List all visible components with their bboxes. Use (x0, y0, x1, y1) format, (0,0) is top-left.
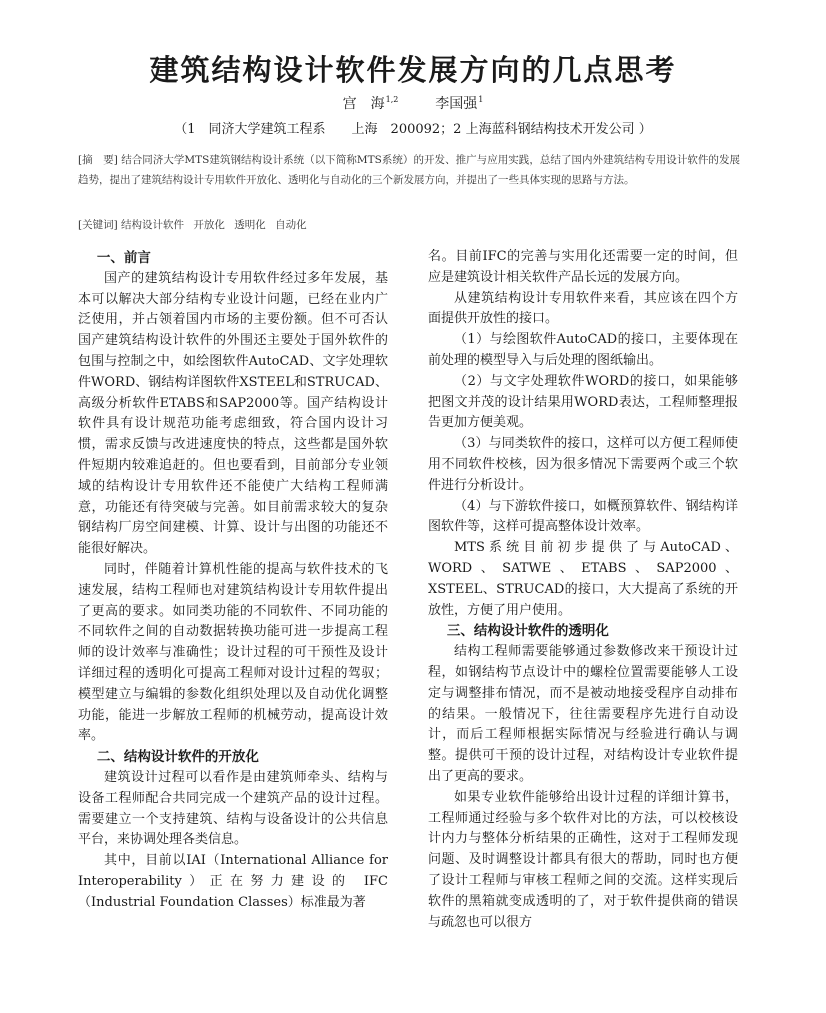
keyword: 透明化 (234, 219, 266, 231)
body-paragraph: 其中，目前以IAI（International Alliance for Interoperability）正在努力建设的 IFC（Industrial Foundation Classes）标准最为著 (78, 853, 388, 910)
body-paragraph: 从建筑结构设计专用软件来看，其应该在四个方面提供开放性的接口。 (428, 290, 738, 327)
body-paragraph-continued: 名。目前IFC的完善与实用化还需要一定的时间，但应是建筑设计相关软件产品长远的发展方向。 (428, 249, 738, 285)
left-column (78, 248, 388, 914)
keyword: 开放化 (193, 219, 225, 231)
abstract-label: [摘 要] (78, 154, 118, 166)
section-heading: 二、结构设计软件的开放化 (96, 749, 259, 766)
body-paragraph: 如果专业软件能够给出设计过程的详细计算书，工程师通过经验与多个软件对比的方法，可以校核设计内力与整体分析结果的正确性，这对于工程师发现问题、及时调整设计都具有很大的帮助，同时也方便了设计工程师与审核工程师之间的交流。这样实现后软件的黑箱就变成透明的了，对于软件提供商的错误与疏忽也可以很方 (428, 789, 738, 930)
author-affiliation-mark: 1 (478, 95, 484, 104)
keyword: 结构设计软件 (121, 219, 185, 231)
keyword: 自动化 (275, 219, 307, 231)
author-name: 李国强 (435, 96, 478, 112)
body-paragraph: 国产的建筑结构设计专用软件经过多年发展，基本可以解决大部分结构专业设计问题，已经在业内广泛使用，并占领着国内市场的主要份额。但不可否认国产建筑结构设计软件的外围还主要处于国外软件的包围与控制之中，如绘图软件AutoCAD、文字处理软件WORD、钢结构详图软件XSTEEL和STRUCAD、高级分析软件ETABS和SAP2000等。国产结构设计软件具有设计规范功能考虑细致，符合国内设计习惯，需求反馈与改进速度快的特点，这些都是国外软件短期内较难追赶的。但也要看到，目前部分专业领域的结构设计专用软件还不能使广大结构工程师满意，功能还有待突破与完善。如目前需求较大的复杂钢结构厂房空间建模、计算、设计与出图的功能还不能很好解决。 (78, 270, 388, 557)
author-name: 宫 海 (342, 96, 385, 112)
right-column (428, 247, 738, 933)
body-paragraph: （1）与绘图软件AutoCAD的接口，主要体现在前处理的模型导入与后处理的图纸输出。 (428, 332, 738, 368)
author-affiliation-mark: 1,2 (385, 95, 399, 104)
author-line (0, 90, 826, 114)
body-paragraph: （3）与同类软件的接口，这样可以方便工程师使用不同软件校核，因为很多情况下需要两个或三个软件进行分析设计。 (428, 436, 738, 493)
abstract (78, 150, 740, 190)
body-paragraph: 结构工程师需要能够通过参数修改来干预设计过程，如钢结构节点设计中的螺栓位置需要能够人工设定与调整排布情况，而不是被动地接受程序自动排布的结果。一般情况下，往往需要程序先进行自动设计，而后工程师根据实际情况与经验进行确认与调整。提供可干预的设计过程，对结构设计专业软件提出了更高的要求。 (428, 644, 738, 784)
paper-title: 建筑结构设计软件发展方向的几点思考 (149, 53, 677, 87)
section-heading: 三、结构设计软件的透明化 (446, 623, 609, 640)
affiliation-line: （1 同济大学建筑工程系 上海 200092；2 上海蓝科钢结构技术开发公司 ） (174, 122, 652, 137)
body-paragraph: 同时，伴随着计算机性能的提高与软件技术的飞速发展，结构工程师也对建筑结构设计专用软件提出了更高的要求。如同类功能的不同软件、不同功能的不同软件之间的自动数据转换功能可进一步提高工程师的设计效率与准确性；设计过程的可干预性及设计详细过程的透明化可提高工程师对设计过程的驾驭；模型建立与编辑的参数化组织处理以及自动优化调整功能，能进一步解放工程师的机械劳动，提高设计效率。 (78, 561, 388, 744)
keywords-label: [关键词] (78, 219, 118, 231)
keywords (78, 215, 740, 235)
section-heading: 一、前言 (96, 250, 151, 266)
body-paragraph: MTS系统目前初步提供了与AutoCAD、WORD、SATWE、ETABS、SAP2000、XSTEEL、STRUCAD的接口，大大提高了系统的开放性，方便了用户使用。 (428, 540, 738, 618)
body-paragraph: 建筑设计过程可以看作是由建筑师牵头、结构与设备工程师配合共同完成一个建筑产品的设计过程。需要建立一个支持建筑、结构与设备设计的公共信息平台，来协调处理各类信息。 (78, 769, 388, 848)
body-paragraph: （2）与文字处理软件WORD的接口，如果能够把图文并茂的设计结果用WORD表达，工程师整理报告更加方便美观。 (428, 373, 738, 431)
abstract-text: 结合同济大学MTS建筑钢结构设计系统（以下简称MTS系统）的开发、推广与应用实践，总结了国内外建筑结构专用设计软件的发展趋势，提出了建筑结构设计专用软件开放化、透明化与自动化的三个新发展方向，并提出了一些具体实现的思路与方法。 (78, 154, 740, 186)
body-paragraph: （4）与下游软件接口，如概预算软件、钢结构详图软件等，这样可提高整体设计效率。 (428, 498, 738, 535)
